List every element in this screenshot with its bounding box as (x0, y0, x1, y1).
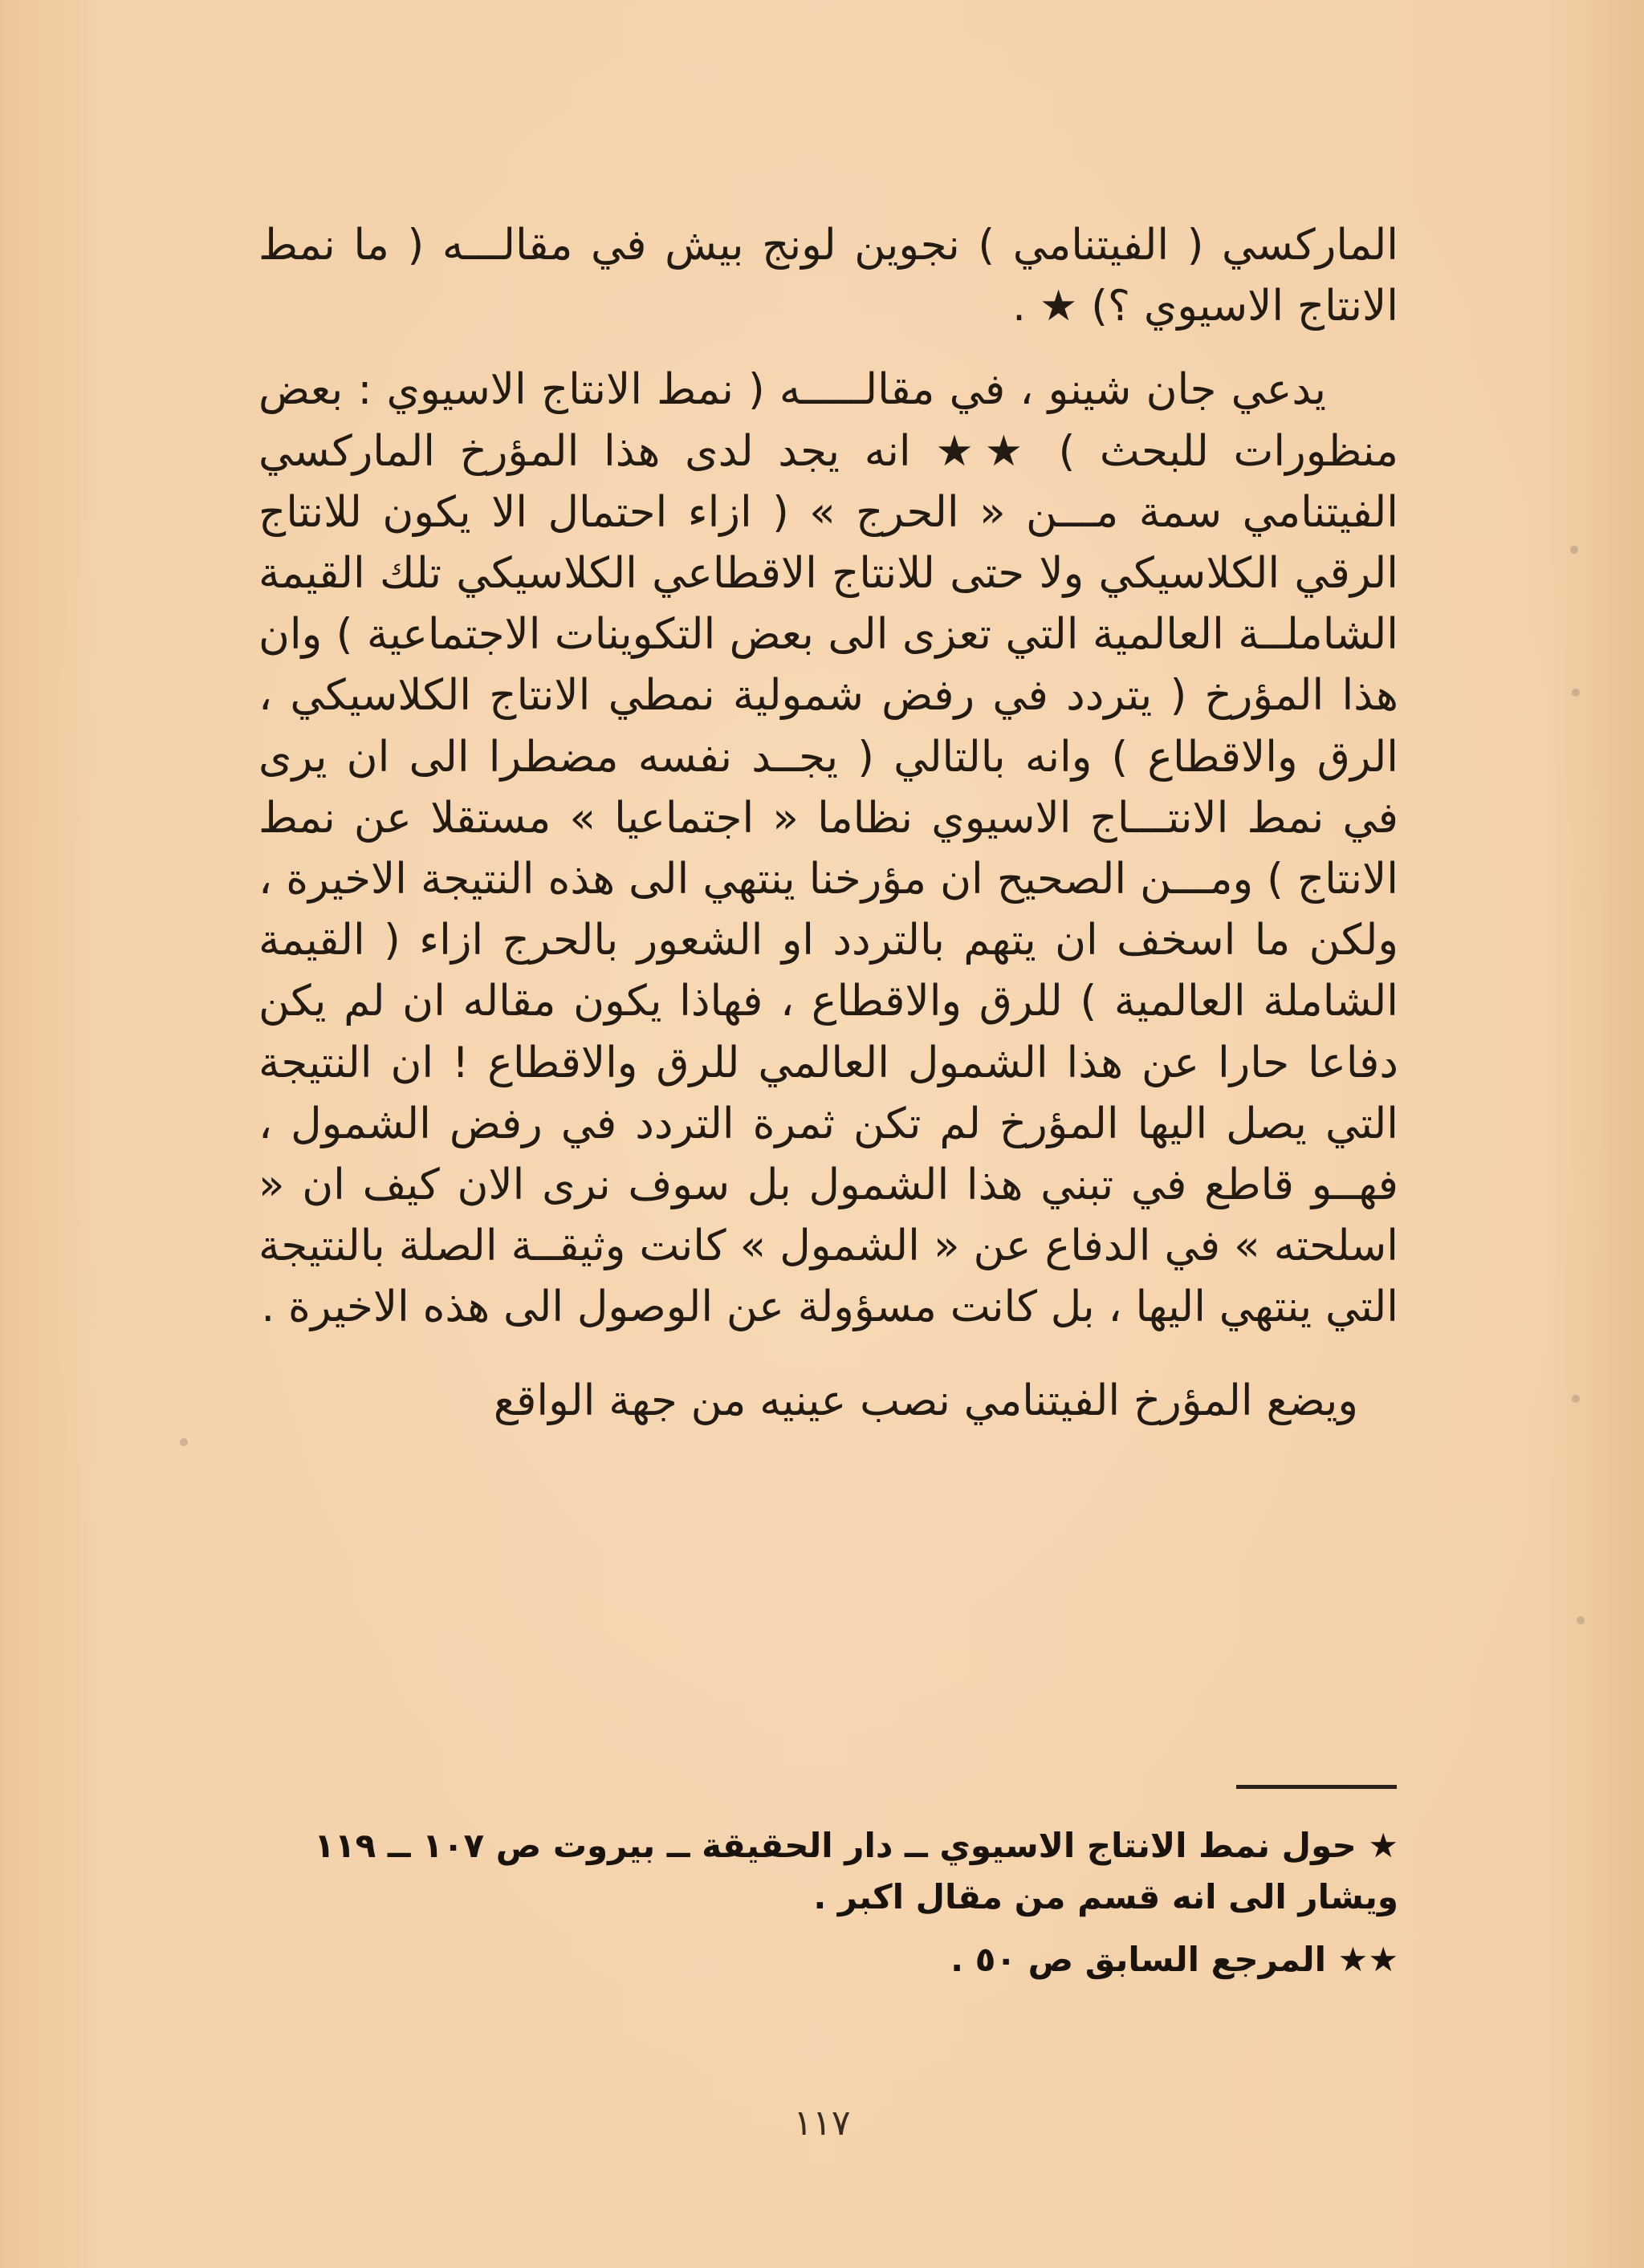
margin-speck (180, 1438, 188, 1446)
footnote-separator (1236, 1785, 1397, 1789)
footnote-1: ★ حول نمط الانتاج الاسيوي ــ دار الحقيقة ــ بيروت ص ١٠٧ ــ ١١٩ ويشار الى انه قسم من مقال اكبر . (314, 1826, 1398, 1916)
footnotes (258, 1820, 1398, 1986)
footnote-2: ★★ المرجع السابق ص ٥٠ . (950, 1940, 1398, 1979)
paragraph-main: يدعي جان شينو ، في مقالـــــه ( نمط الانتاج الاسيوي : بعض منظورات للبحث ) ★★ انه يجد لدى هذا المؤرخ الماركسي الفيتنامي سمة مـــن « الحرج » ( ازاء احتمال الا يكون للانتاج الرقي الكلاسيكي ولا حتى للانتاج الاقطاعي الكلاسيكي تلك القيمة الشاملــة العالمية التي تعزى الى بعض التكوينات الاجتماعية ) وان هذا المؤرخ ( يتردد في رفض شمولية نمطي الانتاج الكلاسيكي ، الرق والاقطاع ) وانه بالتالي ( يجــد نفسه مضطرا الى ان يرى في نمط الانتـــاج الاسيوي نظاما « اجتماعيا » مستقلا عن نمط الانتاج ) ومـــن الصحيح ان مؤرخنا ينتهي الى هذه النتيجة الاخيرة ، ولكن ما اسخف ان يتهم بالتردد او الشعور بالحرج ازاء ( القيمة الشاملة العالمية ) للرق والاقطاع ، فهاذا يكون مقاله ان لم يكن دفاعا حارا عن هذا الشمول العالمي للرق والاقطاع ! ان النتيجة التي يصل اليها المؤرخ لم تكن ثمرة التردد في رفض الشمول ، فهــو قاطع في تبني هذا الشمول بل سوف نرى الان كيف ان « اسلحته » في الدفاع عن « الشمول » كانت وثيقــة الصلة بالنتيجة التي ينتهي اليها ، بل كانت مسؤولة عن الوصول الى هذه الاخيرة . (258, 365, 1398, 1332)
body-text (258, 215, 1398, 1432)
margin-speck (1577, 1616, 1585, 1624)
margin-speck (1572, 689, 1580, 697)
paragraph-final: ويضع المؤرخ الفيتنامي نصب عينيه من جهة الواقع (493, 1376, 1358, 1425)
page-number: ١١٧ (793, 2103, 851, 2144)
paragraph-continuation: الماركسي ( الفيتنامي ) نجوين لونج بيش في مقالـــه ( ما نمط الانتاج الاسيوي ؟) ★ . (258, 221, 1398, 331)
margin-speck (1572, 1395, 1580, 1403)
margin-speck (1570, 546, 1578, 554)
